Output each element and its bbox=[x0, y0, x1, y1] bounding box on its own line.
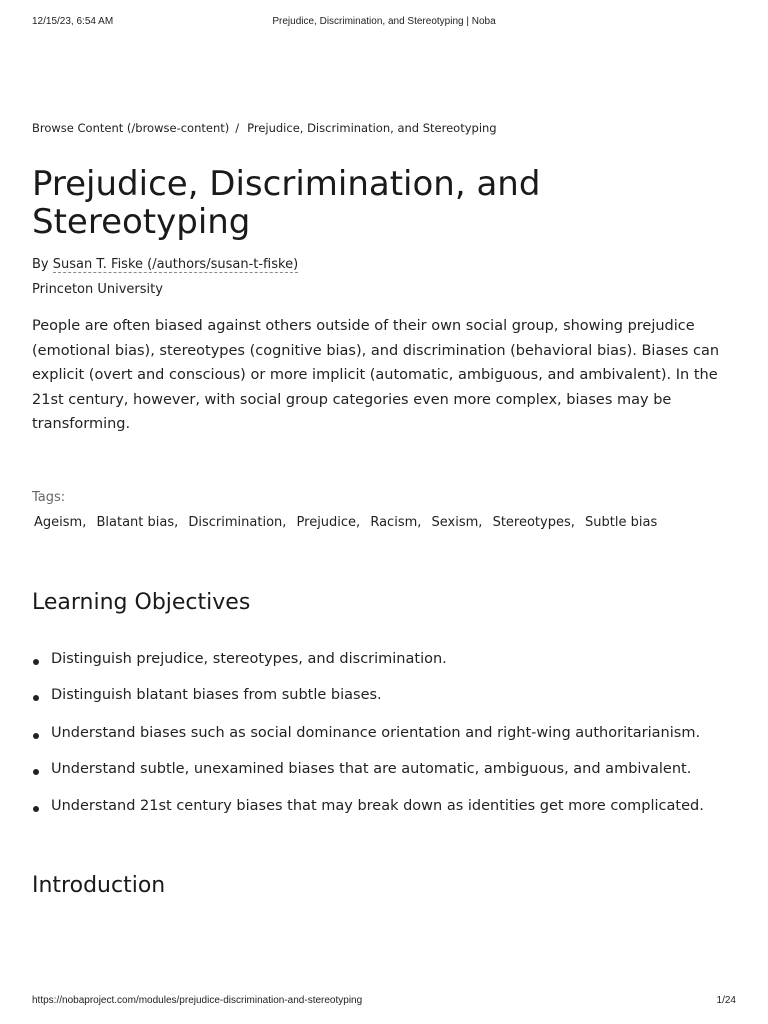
bullet-icon bbox=[33, 733, 39, 739]
objective-text: Understand biases such as social dominance orientation and right-wing authoritarianism. bbox=[51, 725, 701, 741]
objective-text: Understand 21st century biases that may break down as identities get more complicated. bbox=[51, 798, 704, 814]
tag-stereotypes[interactable]: Stereotypes, bbox=[492, 515, 575, 530]
objective-text: Distinguish prejudice, stereotypes, and discrimination. bbox=[51, 651, 447, 667]
tags-label: Tags: bbox=[32, 490, 66, 505]
objective-text: Distinguish blatant biases from subtle biases. bbox=[51, 687, 382, 703]
print-page-number: 1/24 bbox=[716, 995, 736, 1006]
bullet-icon bbox=[33, 806, 39, 812]
tag-prejudice[interactable]: Prejudice, bbox=[296, 515, 361, 530]
byline bbox=[32, 257, 298, 272]
introduction-heading: Introduction bbox=[32, 873, 166, 898]
print-datetime: 12/15/23, 6:54 AM bbox=[32, 16, 114, 27]
print-url: https://nobaproject.com/modules/prejudice-discrimination-and-stereotyping bbox=[32, 995, 363, 1006]
byline-prefix: By bbox=[32, 257, 49, 272]
tag-discrimination[interactable]: Discrimination, bbox=[188, 515, 287, 530]
objective-text: Understand subtle, unexamined biases that are automatic, ambiguous, and ambivalent. bbox=[51, 761, 692, 777]
author-link[interactable]: Susan T. Fiske (/authors/susan-t-fiske) bbox=[52, 257, 299, 272]
breadcrumb-separator: / bbox=[235, 121, 240, 135]
tag-blatant-bias[interactable]: Blatant bias, bbox=[96, 515, 179, 530]
bullet-icon bbox=[33, 659, 39, 665]
breadcrumb-current: Prejudice, Discrimination, and Stereotyping bbox=[247, 121, 497, 135]
abstract: People are often biased against others outside of their own social group, showing prejudice (emotional bias), stereotypes (cognitive bias), and discrimination (behavioral bias). Biases can explicit (overt and conscious) or more implicit (automatic, ambiguous, and ambivalent). In the 21st century, however, with social group categories even more complex, biases may be transforming. bbox=[32, 318, 720, 433]
breadcrumb-link-browse-content[interactable]: Browse Content (/browse-content) bbox=[32, 121, 230, 135]
print-header bbox=[32, 16, 736, 30]
tag-subtle-bias[interactable]: Subtle bias bbox=[585, 515, 658, 530]
learning-objectives-heading: Learning Objectives bbox=[32, 590, 251, 615]
page-title: Prejudice, Discrimination, and Stereotyping bbox=[32, 164, 541, 242]
tag-sexism[interactable]: Sexism, bbox=[431, 515, 483, 530]
author-affiliation: Princeton University bbox=[32, 282, 163, 297]
tag-racism[interactable]: Racism, bbox=[370, 515, 422, 530]
bullet-icon bbox=[33, 695, 39, 701]
tag-ageism[interactable]: Ageism, bbox=[34, 515, 87, 530]
print-doc-title: Prejudice, Discrimination, and Stereotyping | Noba bbox=[272, 16, 496, 27]
tags-list bbox=[34, 515, 657, 530]
bullet-icon bbox=[33, 769, 39, 775]
breadcrumb bbox=[32, 121, 497, 135]
print-footer bbox=[32, 995, 736, 1009]
